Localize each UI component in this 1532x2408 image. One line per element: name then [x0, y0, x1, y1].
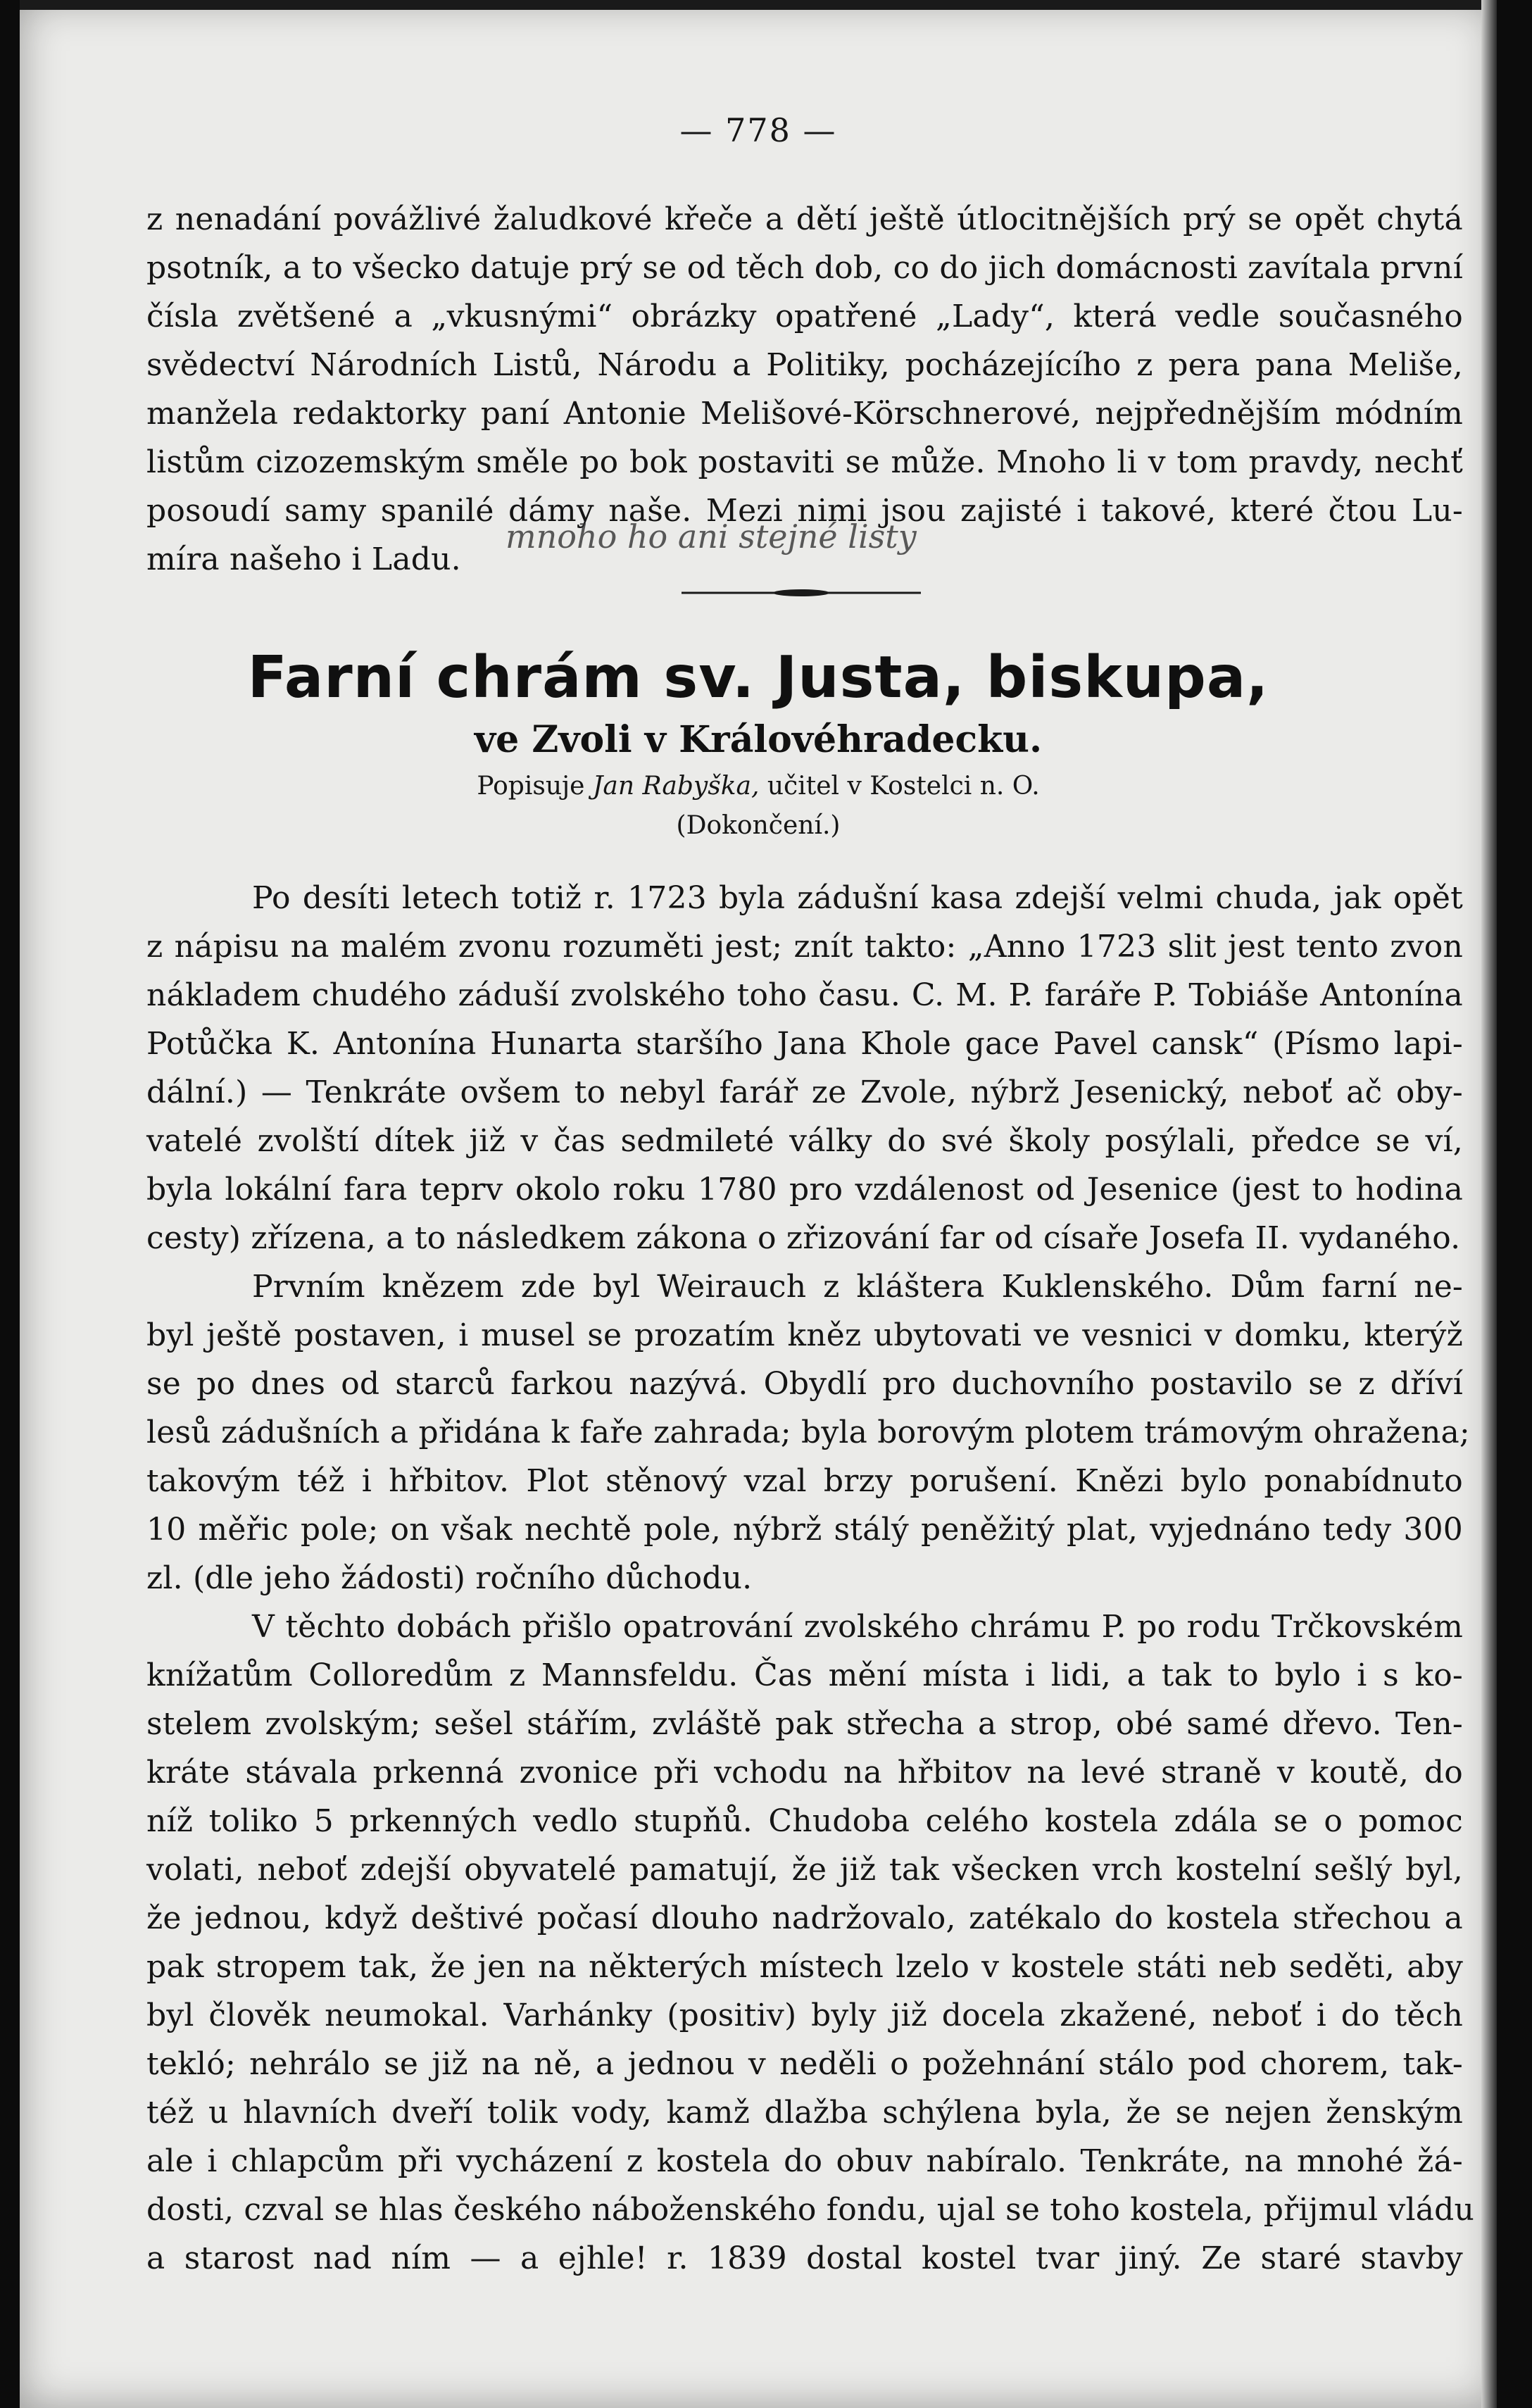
text-line: byla lokální fara teprv okolo roku 1780 pro vzdálenost od Jesenice (jest to hodina	[146, 1172, 1463, 1208]
handwritten-note: mnoho ho ani stejné listy	[506, 518, 917, 556]
text-line: lesů zádušních a přidána k faře zahrada; byla borovým plotem trámovým ohražena;	[146, 1415, 1470, 1450]
text-line: Po desíti letech totiž r. 1723 byla zádušní kasa zdejší velmi chuda, jak opět	[252, 880, 1463, 916]
text-line: byl ještě postaven, i musel se prozatím kněz ubytovati ve vesnici v domku, kterýž	[146, 1317, 1463, 1353]
text-line: z nápisu na malém zvonu rozuměti jest; znít takto: „Anno 1723 slit jest tento zvon	[146, 929, 1463, 965]
text-line: pak stropem tak, že jen na některých místech lzelo v kostele státi neb seděti, aby	[146, 1949, 1463, 1985]
text-line: a starost nad ním — a ejhle! r. 1839 dostal kostel tvar jiný. Ze staré stavby	[146, 2240, 1463, 2276]
text-line: míra našeho i Ladu.	[146, 541, 461, 577]
text-line: byl člověk neumokal. Varhánky (positiv) byly již docela zkažené, neboť i do těch	[146, 1998, 1463, 2033]
text-line: zl. (dle jeho žádosti) ročního důchodu.	[146, 1560, 753, 1596]
scanned-page	[20, 0, 1497, 2408]
text-line: níž toliko 5 prkenných vedlo stupňů. Chudoba celého kostela zdála se o pomoc	[146, 1803, 1463, 1839]
text-line: Potůčka K. Antonína Hunarta staršího Jana Khole gace Pavel cansk“ (Písmo lapi-	[146, 1026, 1463, 1062]
text-line: ale i chlapcům při vycházení z kostela do obuv nabíralo. Tenkráte, na mnohé žá-	[146, 2143, 1463, 2179]
text-line: 10 měřic pole; on však nechtě pole, nýbrž stálý peněžitý plat, vyjednáno tedy 300	[146, 1512, 1463, 1548]
author-prefix: Popisuje	[477, 772, 585, 801]
text-line: nákladem chudého záduší zvolského toho času. C. M. P. faráře P. Tobiáše Antonína	[146, 977, 1463, 1013]
text-line: volati, neboť zdejší obyvatelé pamatují, že již tak všecken vrch kostelní sešlý byl,	[146, 1852, 1463, 1888]
text-line: cesty) zřízena, a to následkem zákona o zřizování far od císaře Josefa II. vydaného.	[146, 1220, 1461, 1256]
divider-ornament	[682, 589, 921, 597]
text-line: vatelé zvolští dítek již v čas sedmileté války do své školy posýlali, předce se ví,	[146, 1123, 1463, 1159]
text-line: dosti, czval se hlas českého náboženského fondu, ujal se toho kostela, přijmul vládu	[146, 2192, 1475, 2228]
text-line: listům cizozemským směle po bok postaviti se může. Mnoho li v tom pravdy, nechť	[146, 444, 1463, 480]
text-line: psotník, a to všecko datuje prý se od těch dob, co do jich domácnosti zavítala první	[146, 250, 1463, 286]
text-line: že jednou, když deštivé počasí dlouho nadržovalo, zatékalo do kostela střechou a	[146, 1900, 1463, 1936]
text-line: tekló; nehrálo se již na ně, a jednou v neděli o požehnání stálo pod chorem, tak-	[146, 2046, 1463, 2082]
text-line: čísla zvětšené a „vkusnými“ obrázky opatřené „Lady“, která vedle současného	[146, 299, 1463, 334]
text-line: Prvním knězem zde byl Weirauch z kláštera Kuklenského. Dům farní ne-	[252, 1269, 1463, 1305]
text-line: též u hlavních dveří tolik vody, kamž dlažba schýlena byla, že se nejen ženským	[146, 2095, 1463, 2131]
continuation-note: (Dokončení.)	[676, 811, 841, 840]
article-author	[20, 772, 1497, 801]
article-body	[146, 874, 1475, 2283]
text-line: kráte stávala prkenná zvonice při vchodu na hřbitov na levé straně v koutě, do	[146, 1755, 1463, 1791]
text-line: manžela redaktorky paní Antonie Melišové-Körschnerové, nejpřednějším módním	[146, 396, 1463, 432]
article-title: Farní chrám sv. Justa, biskupa,	[247, 644, 1269, 711]
author-name: Jan Rabyška,	[592, 772, 760, 801]
text-line: V těchto dobách přišlo opatrování zvolského chrámu P. po rodu Trčkovském	[252, 1609, 1463, 1645]
text-line: dální.) — Tenkráte ovšem to nebyl farář ze Zvole, nýbrž Jesenický, neboť ač oby-	[146, 1074, 1463, 1110]
page-number: — 778 —	[679, 111, 837, 149]
text-line: stelem zvolským; sešel stářím, zvláště pak střecha a strop, obé samé dřevo. Ten-	[146, 1706, 1463, 1742]
text-line: posoudí samy spanilé dámy naše. Mezi nimi jsou zajisté i takové, které čtou Lu-	[146, 493, 1463, 529]
text-line: z nenadání povážlivé žaludkové křeče a dětí ještě útlocitnějších prý se opět chytá	[146, 201, 1463, 237]
text-line: svědectví Národních Listů, Národu a Politiky, pocházejícího z pera pana Meliše,	[146, 347, 1463, 383]
text-line: se po dnes od starců farkou nazývá. Obydlí pro duchovního postavilo se z dříví	[146, 1366, 1463, 1402]
author-suffix: učitel v Kostelci n. O.	[767, 772, 1040, 801]
article-subtitle: ve Zvoli v Královéhradecku.	[474, 718, 1043, 761]
text-line: takovým též i hřbitov. Plot stěnový vzal brzy porušení. Knězi bylo ponabídnuto	[146, 1463, 1463, 1499]
text-line: knížatům Colloredům z Mannsfeldu. Čas mění místa i lidi, a tak to bylo i s ko-	[146, 1657, 1463, 1693]
